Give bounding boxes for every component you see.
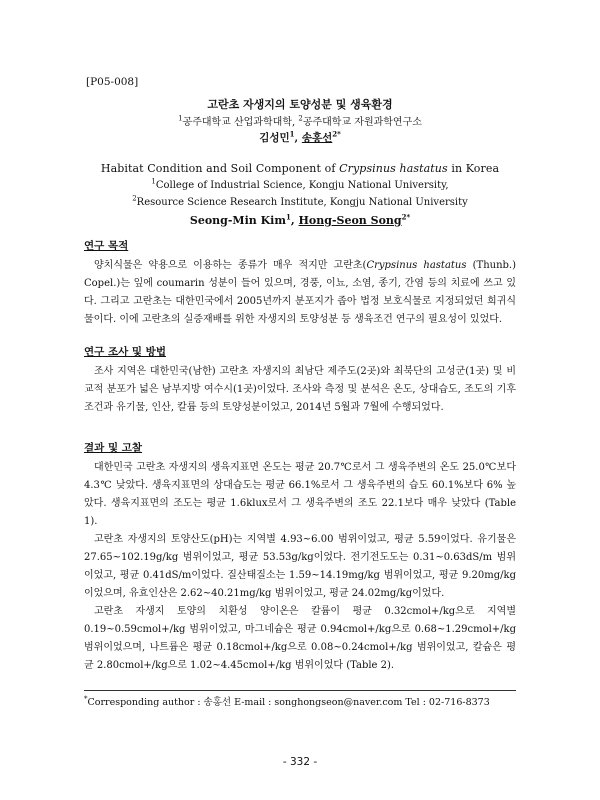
purpose-paragraph (84, 257, 516, 329)
footnote-text: Corresponding author : 송홍선 E-mail : songhongseon@naver.com Tel : 02-716-8373 (87, 697, 490, 708)
affiliation-english-1 (0, 177, 600, 191)
results-paragraph-1: 대한민국 고란초 자생지의 생육지표면 온도는 평균 20.7℃로서 그 생육주변의 온도 25.0℃보다 4.3℃ 낮았다. 생육지표면의 상대습도는 평균 66.1%로서 그 생육주변의 습도 60.1%보다 6% 높았다. 생육지표면의 조도는 평균 1.6klux로서 그 생육주변의 조도 22.1보다 매우 낮았다 (Table 1). (84, 462, 516, 527)
section-methods (84, 344, 516, 417)
purpose-species: Crypsinus hastatus (366, 260, 467, 271)
title-korean: 고란초 자생지의 토양성분 및 생육환경 (207, 98, 393, 111)
title-english (0, 162, 600, 175)
corresponding-author-footnote (84, 694, 524, 708)
purpose-text-post: (Thunb.) Copel.)는 잎에 coumarin 성분이 들어 있으며, 경풍, 이뇨, 소염, 종기, 간염 등의 치료에 쓰고 있다. 그리고 고란초는 대한민국에서 2005년까지 분포지가 좁아 법정 보호식물로 지정되었던 희귀식물이다. 이에 고란초의 실증재배를 위한 자생지의 토양성분 등 생육조건 연구의 필요성이 있었다. (84, 260, 516, 325)
abstract-code: [P05-008] (86, 76, 139, 88)
affiliation-english-2 (0, 194, 600, 208)
author-ko-1-sup: 1 (289, 129, 295, 139)
section-heading-methods: 연구 조사 및 방법 (84, 346, 166, 358)
footnote-marker: * (84, 694, 88, 703)
author-ko-1: 김성민 (259, 132, 290, 144)
footnote-divider (84, 690, 516, 691)
authors-english (0, 214, 600, 227)
affiliation-ko-sup-2: 2 (298, 114, 303, 123)
authors-korean (0, 130, 600, 145)
results-paragraph-2: 고란초 자생지의 토양산도(pH)는 지역별 4.93~6.00 범위이었고, 평균 5.59이었다. 유기물은 27.65~102.19g/kg 범위이었고, 평균 53.53g/kg이었다. 전기전도도는 0.31~0.63dS/m 범위이었고, 평균 0.41dS/m이었다. 질산태질소는 1.59~14.19mg/kg 범위이었고, 평균 9.20mg/kg이었으며, 유효인산은 2.62~40.21mg/kg 범위이었고, 평균 24.02mg/kg이었다. (84, 534, 516, 599)
author-ko-separator: , (294, 132, 302, 144)
author-en-2-sup: 2* (401, 212, 411, 222)
title-en-species: Crypsinus hastatus (339, 162, 448, 175)
author-en-separator: , (290, 214, 299, 227)
page-number: - 332 - (282, 756, 318, 768)
section-purpose (84, 238, 516, 329)
section-results (84, 440, 516, 675)
section-heading-purpose: 연구 목적 (84, 240, 129, 252)
affiliation-en1-sup: 1 (151, 177, 156, 186)
author-en-2: Hong-Seon Song (298, 214, 402, 227)
author-en-1: Seong-Min Kim (189, 214, 286, 227)
affiliation-ko-text-2: 공주대학교 자원과학연구소 (302, 117, 422, 128)
affiliation-en2-text: Resource Science Research Institute, Kongju National University (136, 197, 468, 208)
purpose-text-pre: 양치식물은 약용으로 이용하는 종류가 매우 적지만 고란초( (94, 260, 367, 271)
affiliation-korean (0, 113, 600, 128)
affiliation-ko-sup-1: 1 (178, 114, 183, 123)
author-ko-2-sup: 2* (332, 129, 341, 139)
affiliation-ko-text-1: 공주대학교 산업과학대학, (182, 117, 299, 128)
affiliation-en2-sup: 2 (132, 194, 137, 203)
author-ko-2: 송홍선 (301, 132, 333, 144)
author-en-1-sup: 1 (285, 212, 291, 222)
methods-paragraph: 조사 지역은 대한민국(남한) 고란초 자생지의 최남단 제주도(2곳)와 최북단의 고성군(1곳) 및 비교적 분포가 넓은 남부지방 여수시(1곳)이었다. 조사와 측정 및 분석은 온도, 상대습도, 조도의 기후조건과 유기물, 인산, 칼륨 등의 토양성분이었고, 2014년 5월과 7월에 수행되었다. (84, 366, 516, 413)
affiliation-en1-text: College of Industrial Science, Kongju National University, (155, 180, 449, 191)
results-paragraph-3: 고란초 자생지 토양의 치환성 양이온은 칼륨이 평균 0.32cmol+/kg으로 지역별 0.19~0.59cmol+/kg 범위이었고, 마그네슘은 평균 0.94cmol+/kg으로 0.68~1.29cmol+/kg 범위이었으며, 나트륨은 평균 0.18cmol+/kg으로 0.08~0.24cmol+/kg 범위이었고, 칼슘은 평균 2.80cmol+/kg으로 1.02~4.45cmol+/kg 범위이었다 (Table 2). (84, 606, 516, 671)
section-heading-results: 결과 및 고찰 (84, 442, 143, 454)
title-en-post: in Korea (447, 162, 500, 175)
title-en-pre: Habitat Condition and Soil Component of (100, 162, 340, 175)
